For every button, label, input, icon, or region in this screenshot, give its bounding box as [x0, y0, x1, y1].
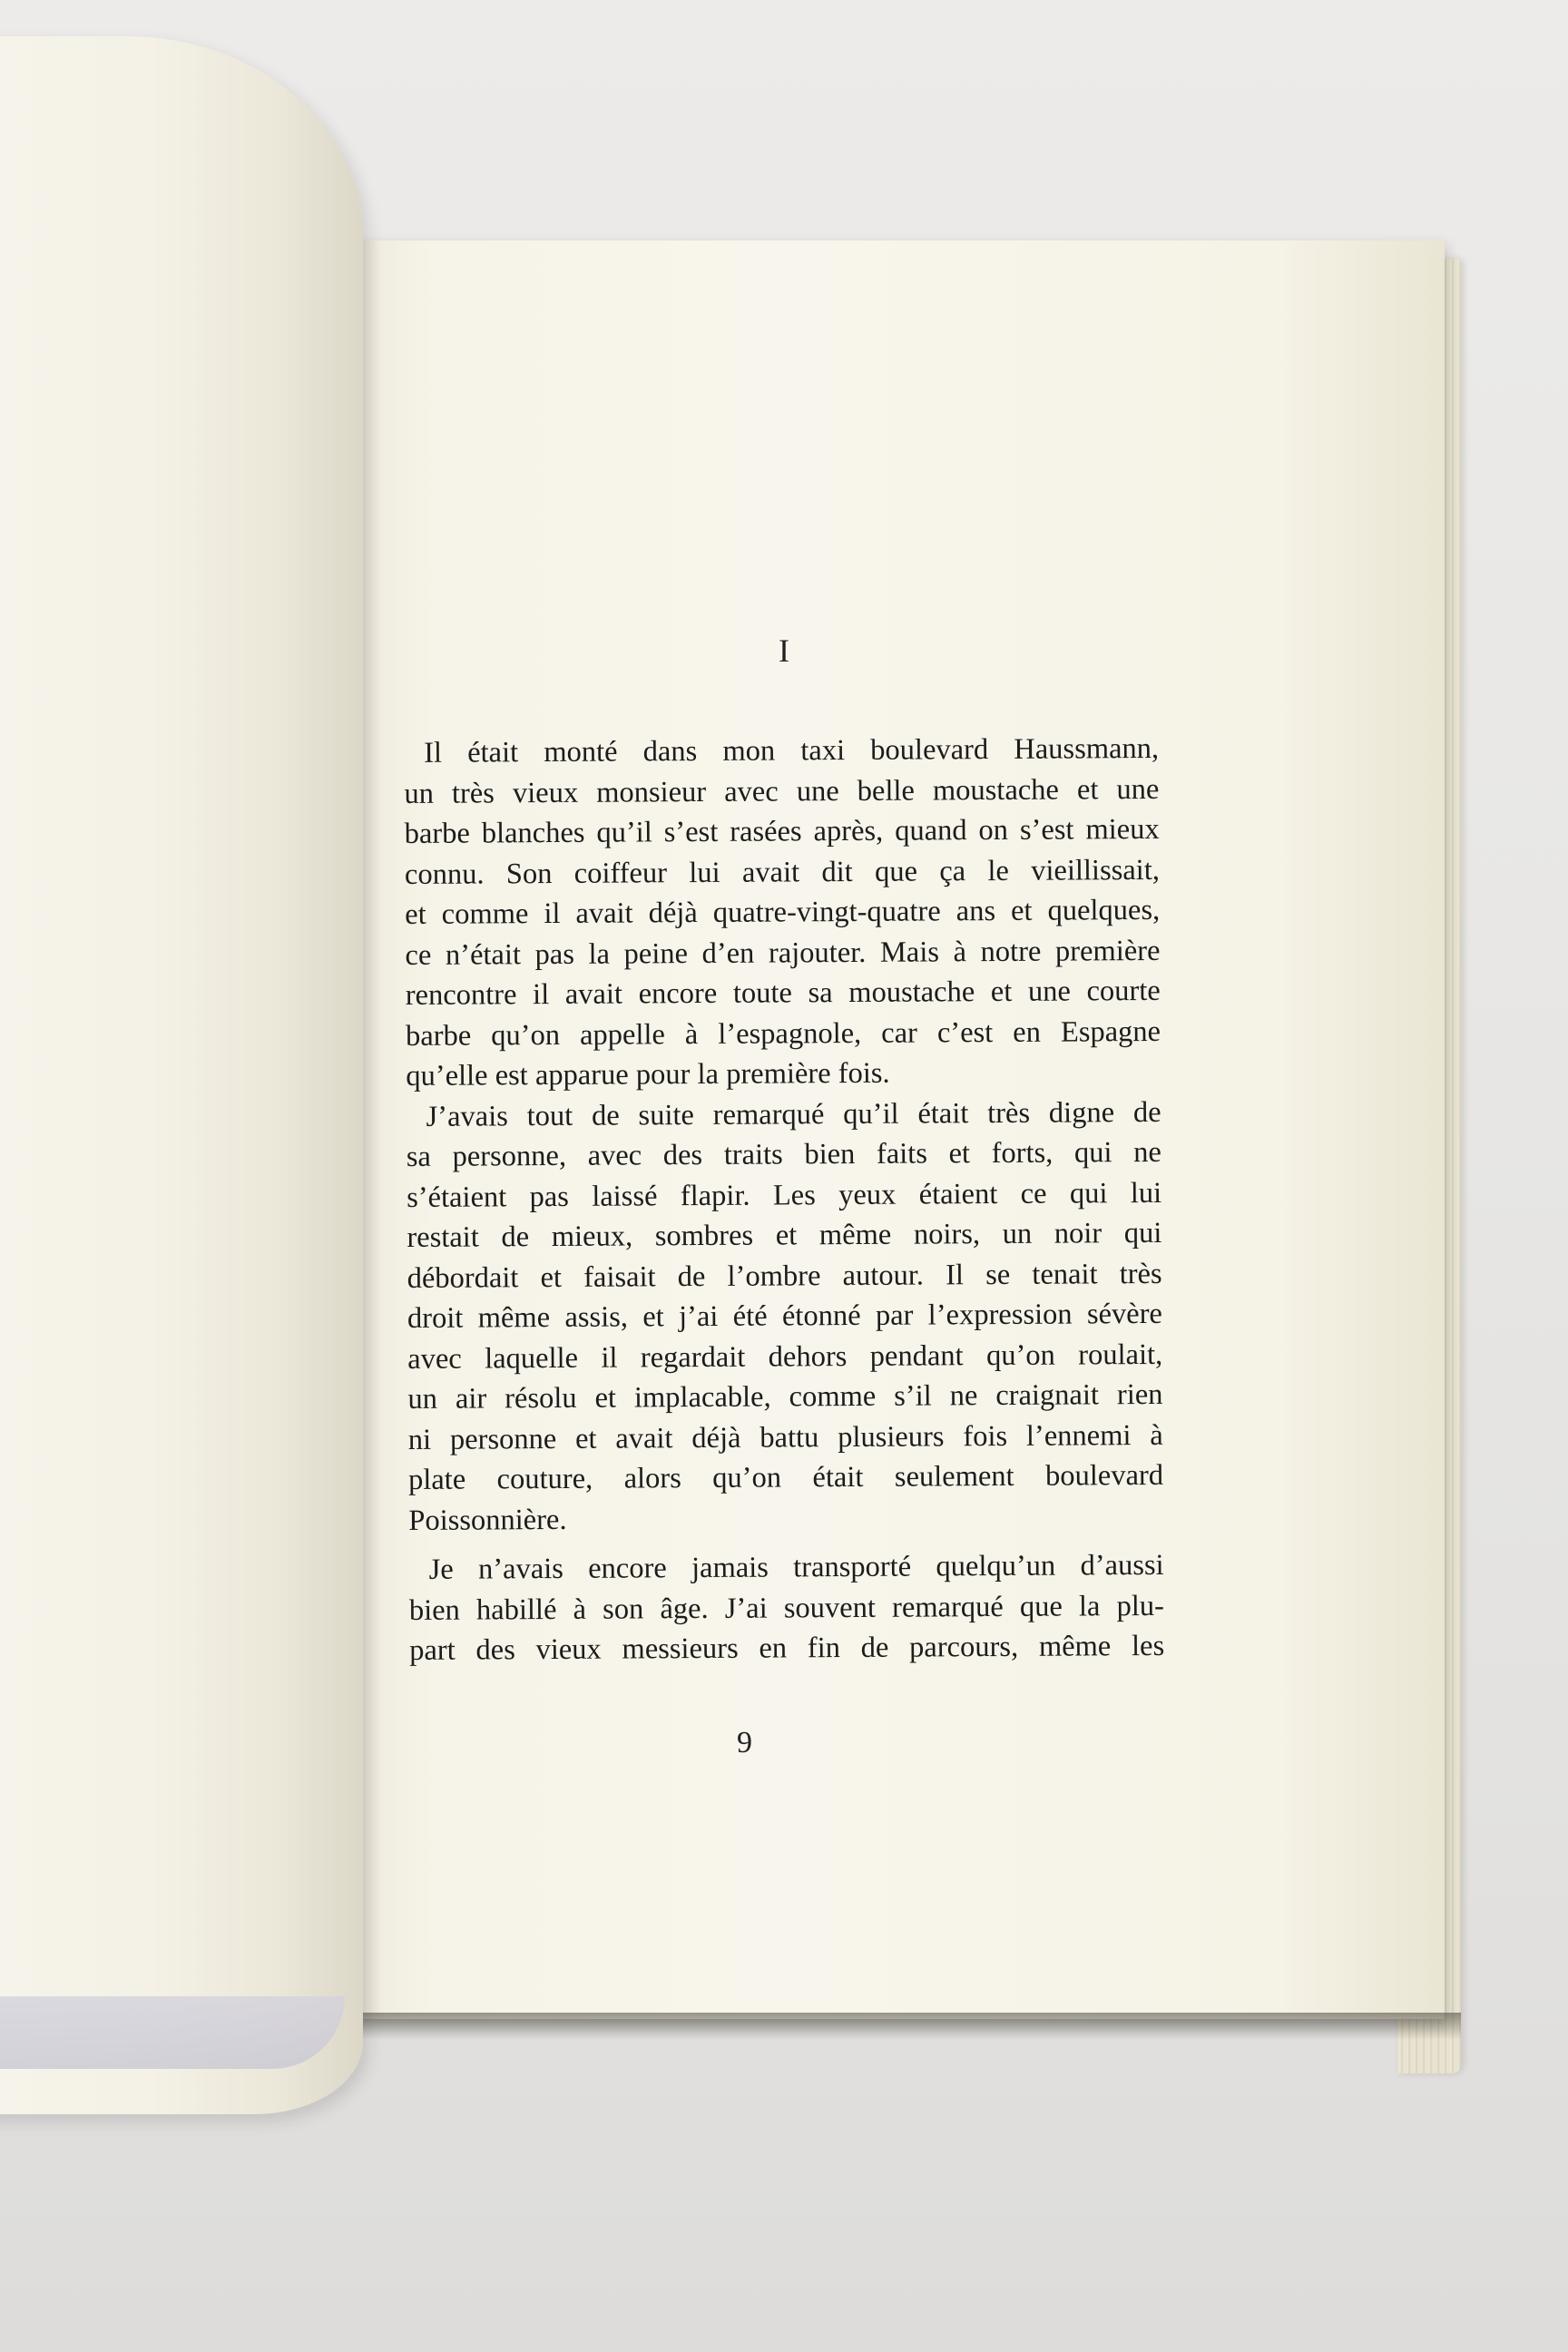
- text-line: ni personne et avait déjà battu plusieurs fois l’ennemi à: [407, 1418, 1163, 1456]
- text-line: J’avais tout de suite remarqué qu’il était très digne de: [426, 1095, 1161, 1133]
- page-number: 9: [737, 1726, 752, 1759]
- text-line: barbe qu’on appelle à l’espagnole, car c’est en Espagne: [405, 1014, 1161, 1053]
- text-line: un très vieux monsieur avec une belle moustache et une: [404, 772, 1160, 810]
- left-page-underside: [0, 1996, 345, 2069]
- text-line: bien habillé à son âge. J’ai souvent remarqué que la plu-: [408, 1589, 1164, 1627]
- text-line: un air résolu et implacable, comme s’il ne craignait rien: [407, 1377, 1163, 1416]
- paragraph: [408, 1545, 1164, 1671]
- text-line: plate couture, alors qu’on était seulement boulevard: [407, 1458, 1164, 1496]
- book-bottom-shadow: [345, 2013, 1461, 2040]
- text-line: Je n’avais encore jamais transporté quelqu’un d’aussi: [428, 1548, 1164, 1586]
- text-line: barbe blanches qu’il s’est rasées après, quand on s’est mieux: [404, 812, 1160, 850]
- paragraph: [404, 729, 1161, 1097]
- text-line: Il était monté dans mon taxi boulevard Haussmann,: [424, 731, 1160, 769]
- text-line: droit même assis, et j’ai été étonné par l’expression sévère: [407, 1297, 1163, 1335]
- text-line: débordait et faisait de l’ombre autour. Il se tenait très: [407, 1257, 1162, 1295]
- paragraph: [406, 1092, 1163, 1541]
- body-text: [404, 729, 1164, 1671]
- chapter-heading: I: [779, 632, 790, 669]
- text-line: avec laquelle il regardait dehors pendant qu’on roulait,: [407, 1338, 1163, 1376]
- text-line: Poissonnière.: [408, 1503, 567, 1537]
- text-line: qu’elle est apparue pour la première fois.: [406, 1056, 890, 1093]
- text-line: ce n’était pas la peine d’en rajouter. Mais à notre première: [405, 934, 1161, 972]
- text-line: sa personne, avec des traits bien faits et forts, qui ne: [406, 1135, 1161, 1173]
- text-line: rencontre il avait encore toute sa moustache et une courte: [405, 974, 1161, 1012]
- text-line: s’étaient pas laissé flapir. Les yeux étaient ce qui lui: [407, 1176, 1162, 1214]
- text-line: part des vieux messieurs en fin de parcours, même les: [409, 1629, 1165, 1667]
- left-page-curl: [0, 36, 363, 2114]
- text-line: restait de mieux, sombres et même noirs, un noir qui: [407, 1216, 1162, 1254]
- text-line: et comme il avait déjà quatre-vingt-quatre ans et quelques,: [405, 893, 1161, 931]
- text-line: connu. Son coiffeur lui avait dit que ça le vieillissait,: [404, 853, 1161, 891]
